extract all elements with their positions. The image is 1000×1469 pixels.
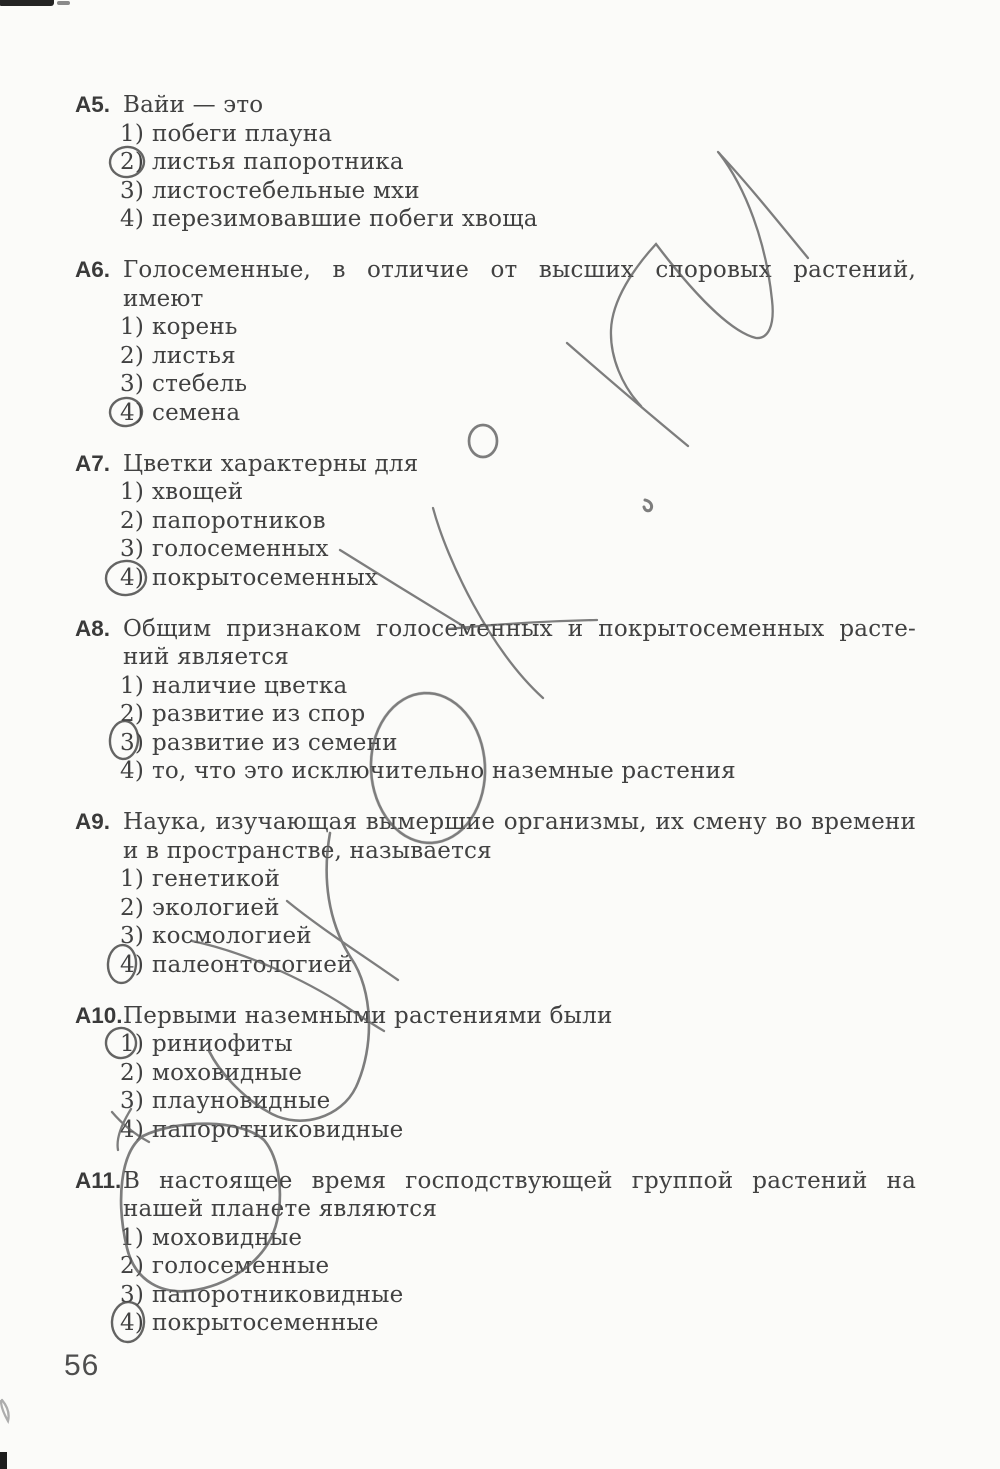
option-number: 1) — [120, 866, 145, 892]
option-number: 2) — [120, 1059, 145, 1086]
question-title: ний является — [123, 644, 290, 670]
option-text: папоротниковидные — [152, 1281, 404, 1308]
option-number: 3) — [120, 536, 145, 562]
option-text: голосеменных — [152, 536, 329, 562]
scan-artifact-top-left-2 — [57, 1, 70, 5]
question-block-a5 — [75, 91, 916, 234]
option-text: листостебельные мхи — [152, 177, 420, 204]
option-text: космологией — [152, 923, 312, 949]
option-text: палеонтологией — [152, 951, 353, 978]
question-block-a7 — [75, 450, 916, 593]
question-block-a6 — [75, 256, 916, 427]
question-number-label: А5. — [75, 92, 111, 117]
option-number: 1) — [120, 120, 145, 147]
answer-option — [120, 478, 916, 507]
option-number: 4) — [120, 758, 145, 784]
answer-option — [120, 865, 916, 894]
answer-option — [120, 564, 916, 593]
option-text: голосеменные — [152, 1253, 330, 1279]
option-text: семена — [152, 399, 241, 426]
question-title: и в пространстве, называется — [123, 837, 492, 864]
question-title: имеют — [123, 285, 204, 312]
question-number-label: А11. — [75, 1167, 122, 1193]
answer-option — [120, 313, 916, 342]
option-text: покрытосеменные — [152, 1310, 379, 1336]
question-number-label: А6. — [75, 257, 111, 282]
question-number-label: А8. — [75, 615, 111, 641]
option-text: моховидные — [152, 1224, 303, 1251]
answer-option — [120, 535, 916, 564]
answer-option — [120, 120, 916, 149]
answer-option — [120, 1252, 916, 1281]
option-number: 3) — [120, 923, 145, 949]
option-number: 2) — [120, 701, 145, 727]
question-title: Наука, изучающая вымершие организмы, их смену во времени — [123, 809, 916, 835]
answer-option — [120, 922, 916, 951]
question-number-label: А9. — [75, 809, 111, 834]
answer-option — [120, 399, 916, 428]
pencil-mark-bottom-left — [1, 1400, 9, 1421]
option-text: генетикой — [152, 866, 281, 892]
option-text: плауновидные — [152, 1088, 331, 1114]
option-number: 2) — [120, 149, 145, 175]
option-number: 1) — [120, 1224, 145, 1251]
option-text: корень — [152, 314, 238, 340]
option-number: 4) — [120, 564, 145, 591]
page-number: 56 — [64, 1349, 100, 1382]
option-text: моховидные — [152, 1059, 303, 1086]
option-number: 1) — [120, 1031, 145, 1057]
option-text: папоротников — [152, 507, 326, 534]
question-title: Общим признаком голосеменных и покрытосеменных расте- — [123, 615, 916, 642]
answer-option — [120, 894, 916, 923]
option-number: 1) — [120, 479, 145, 505]
option-text: риниофиты — [152, 1031, 293, 1057]
answer-option — [120, 1059, 916, 1088]
option-number: 4) — [120, 1310, 145, 1336]
question-title: Голосеменные, в отличие от высших споровых растений, — [123, 257, 916, 283]
question-title: Вайи — это — [123, 92, 264, 118]
option-number: 1) — [120, 314, 145, 340]
option-text: покрытосеменных — [152, 564, 379, 591]
option-text: наличие цветка — [152, 672, 348, 699]
option-number: 3) — [120, 177, 145, 204]
answer-option — [120, 1281, 916, 1310]
option-text: развитие из семени — [152, 729, 398, 756]
question-title: нашей планете являются — [123, 1196, 438, 1222]
option-text: перезимовавшие побеги хвоща — [152, 206, 538, 232]
option-number: 2) — [120, 507, 145, 534]
option-number: 2) — [120, 342, 145, 369]
option-number: 3) — [120, 1088, 145, 1114]
scan-artifact-bottom-left — [0, 1452, 7, 1469]
option-number: 4) — [120, 399, 145, 426]
answer-option — [120, 757, 916, 786]
answer-option — [120, 1116, 916, 1145]
option-text: листья папоротника — [152, 149, 404, 175]
answer-option — [120, 342, 916, 371]
answer-option — [120, 729, 916, 758]
answer-option — [120, 1224, 916, 1253]
option-number: 4) — [120, 951, 145, 978]
option-text: развитие из спор — [152, 701, 366, 727]
answer-option — [120, 1030, 916, 1059]
questions-column — [75, 91, 916, 1360]
answer-option — [120, 1309, 916, 1338]
question-block-a10 — [75, 1002, 916, 1145]
option-number: 3) — [120, 371, 145, 397]
option-number: 2) — [120, 894, 145, 921]
question-title: Первыми наземными растениями были — [123, 1002, 613, 1029]
answer-option — [120, 1087, 916, 1116]
question-number-label: А7. — [75, 450, 111, 476]
option-number: 3) — [120, 729, 145, 756]
option-number: 4) — [120, 206, 145, 232]
option-text: побеги плауна — [152, 120, 333, 147]
option-number: 2) — [120, 1253, 145, 1279]
question-block-a9 — [75, 808, 916, 979]
option-text: листья — [152, 342, 236, 369]
answer-option — [120, 370, 916, 399]
answer-option — [120, 672, 916, 701]
option-text: папоротниковидные — [152, 1116, 404, 1143]
question-title: Цветки характерны для — [123, 450, 419, 477]
answer-option — [120, 700, 916, 729]
scan-artifact-top-left — [0, 0, 54, 6]
option-text: стебель — [152, 371, 248, 397]
option-number: 1) — [120, 672, 145, 699]
option-text: хвощей — [152, 479, 244, 505]
option-number: 3) — [120, 1281, 145, 1308]
answer-option — [120, 177, 916, 206]
question-block-a8 — [75, 615, 916, 786]
answer-option — [120, 148, 916, 177]
answer-option — [120, 205, 916, 234]
question-title: В настоящее время господствующей группой растений на — [123, 1167, 916, 1194]
option-text: экологией — [152, 894, 280, 921]
option-text: то, что это исключительно наземные растения — [152, 758, 736, 784]
option-number: 4) — [120, 1116, 145, 1143]
answer-option — [120, 507, 916, 536]
question-block-a11 — [75, 1167, 916, 1338]
question-number-label: А10. — [75, 1002, 123, 1028]
answer-option — [120, 951, 916, 980]
